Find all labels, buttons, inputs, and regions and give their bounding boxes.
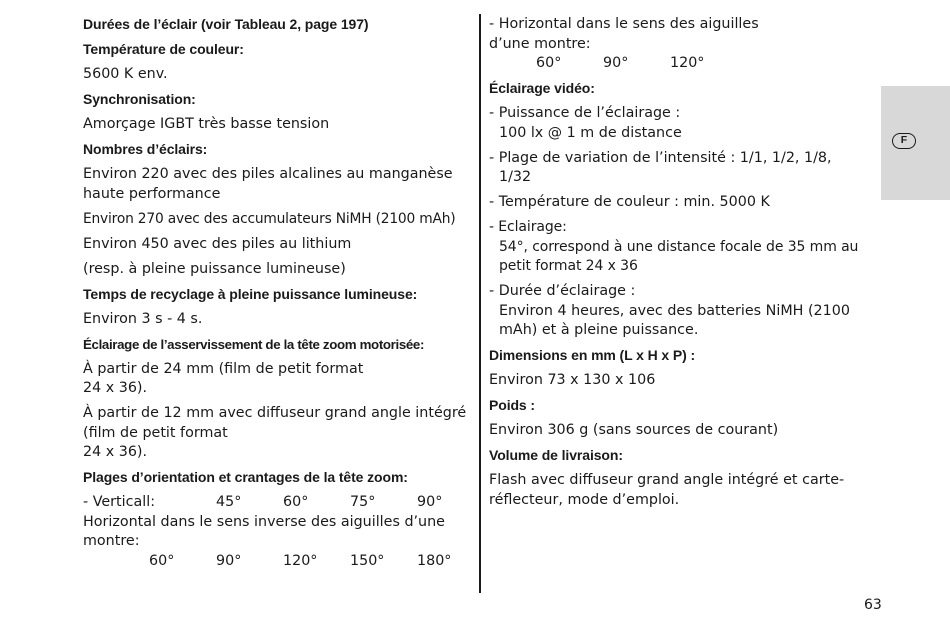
- video-light-coverage: - Eclairage: 54°, correspond à une distance focale de 35 mm au petit format 24 x 36: [489, 219, 859, 274]
- horizontal-cw-label: - Horizontal dans le sens des aiguilles d’une montre:: [489, 16, 759, 52]
- language-badge: F: [892, 133, 916, 149]
- right-column: [489, 15, 874, 516]
- heading-recycle-time: Temps de recyclage à pleine puissance lumineuse:: [83, 285, 418, 302]
- flash-count-nimh: Environ 270 avec des accumulateurs NiMH (2100 mAh): [83, 210, 456, 227]
- heading-flash-count: Nombres d’éclairs:: [83, 141, 208, 157]
- vertical-label: - Verticall:: [83, 494, 156, 510]
- vertical-angle: 60°: [283, 494, 309, 510]
- flash-count-note: (resp. à pleine puissance lumineuse): [83, 260, 346, 277]
- heading-dimensions: Dimensions en mm (L x H x P) :: [489, 347, 696, 363]
- horizontal-cw-angle: 120°: [670, 55, 705, 71]
- left-column: [83, 15, 468, 571]
- color-temperature-value: 5600 K env.: [83, 66, 168, 82]
- horizontal-ccw-angle: 90°: [216, 552, 242, 569]
- horizontal-ccw-row: [83, 552, 468, 572]
- flash-count-lithium: Environ 450 avec des piles au lithium: [83, 235, 352, 252]
- heading-video-light: Éclairage vidéo:: [489, 80, 595, 96]
- zoom-illumination-24mm: À partir de 24 mm (film de petit format 24 x 36).: [83, 360, 364, 396]
- dimensions-value: Environ 73 x 130 x 106: [489, 372, 656, 388]
- video-light-dimming: - Plage de variation de l’intensité : 1/1, 1/2, 1/8, 1/32: [489, 149, 832, 185]
- heading-delivery: Volume de livraison:: [489, 447, 623, 463]
- video-light-duration: - Durée d’éclairage : Environ 4 heures, avec des batteries NiMH (2100 mAh) et à pleine puissance.: [489, 283, 850, 338]
- zoom-illumination-12mm: À partir de 12 mm avec diffuseur grand angle intégré (film de petit format 24 x 36).: [83, 405, 467, 460]
- vertical-angle: 90°: [417, 494, 443, 510]
- heading-orientation: Plages d’orientation et crantages de la tête zoom:: [83, 469, 408, 485]
- heading-synchronisation: Synchronisation:: [83, 91, 196, 107]
- horizontal-cw-angle: 60°: [536, 55, 562, 71]
- page-number: 63: [864, 597, 882, 613]
- column-divider: [479, 14, 481, 593]
- heading-flash-duration: Durées de l’éclair (voir Tableau 2, page 197): [83, 16, 369, 32]
- horizontal-cw-row: [489, 54, 874, 74]
- horizontal-ccw-angle: 60°: [149, 552, 175, 569]
- horizontal-ccw-angle: 180°: [417, 552, 452, 569]
- horizontal-ccw-angle: 150°: [350, 552, 385, 569]
- recycle-time-value: Environ 3 s - 4 s.: [83, 310, 203, 327]
- heading-weight: Poids :: [489, 397, 535, 413]
- vertical-angle: 45°: [216, 494, 242, 510]
- horizontal-cw-angle: 90°: [603, 55, 629, 71]
- video-light-temperature: - Température de couleur : min. 5000 K: [489, 194, 770, 210]
- vertical-row: [83, 493, 468, 513]
- heading-color-temperature: Température de couleur:: [83, 41, 244, 57]
- horizontal-ccw-label: Horizontal dans le sens inverse des aiguilles d’une montre:: [83, 513, 445, 549]
- synchronisation-value: Amorçage IGBT très basse tension: [83, 116, 330, 132]
- delivery-value: Flash avec diffuseur grand angle intégré et carte- réflecteur, mode d’emploi.: [489, 472, 845, 508]
- vertical-angle: 75°: [350, 494, 376, 510]
- heading-zoom-illumination: Éclairage de l’asservissement de la tête zoom motorisée:: [83, 336, 425, 352]
- flash-count-alkaline: Environ 220 avec des piles alcalines au manganèse haute performance: [83, 166, 453, 202]
- horizontal-ccw-angle: 120°: [283, 552, 318, 569]
- video-light-power: - Puissance de l’éclairage : 100 lx @ 1 m de distance: [489, 105, 682, 141]
- weight-value: Environ 306 g (sans sources de courant): [489, 422, 779, 438]
